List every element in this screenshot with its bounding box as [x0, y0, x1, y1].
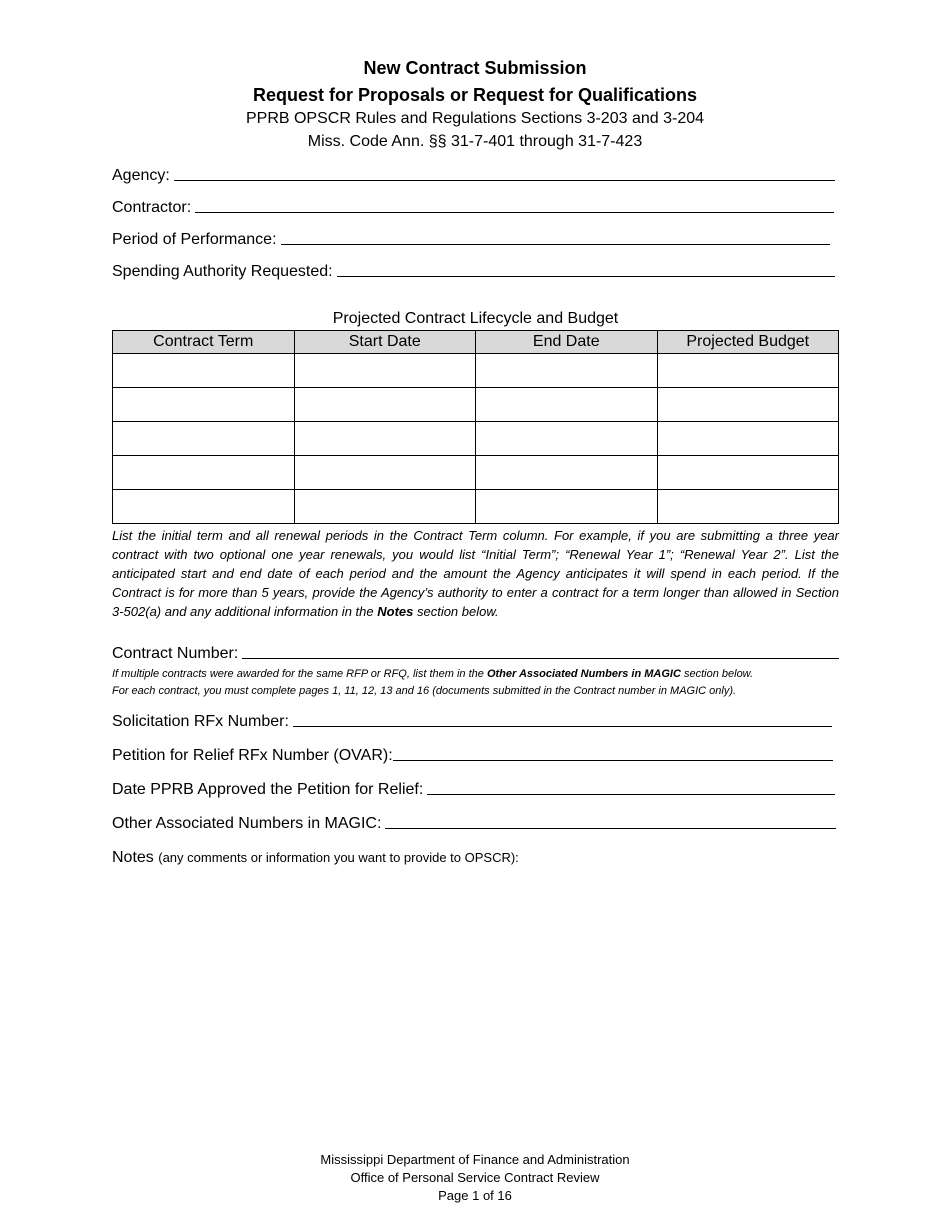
- cell-start-date[interactable]: [294, 422, 476, 456]
- table-row: [113, 456, 839, 490]
- agency-field[interactable]: [112, 167, 835, 185]
- cell-projected-budget[interactable]: [657, 422, 839, 456]
- period-of-performance-label: Period of Performance:: [112, 231, 277, 248]
- cell-projected-budget[interactable]: [657, 456, 839, 490]
- table-row: [113, 354, 839, 388]
- petition-rfx-field[interactable]: [112, 747, 833, 765]
- spending-authority-label: Spending Authority Requested:: [112, 263, 333, 280]
- contract-number-note-line2: For each contract, you must complete pages 1, 11, 12, 13 and 16 (documents submitted in the Contract number in MAGIC only).: [112, 685, 737, 697]
- petition-rfx-input-line[interactable]: [393, 759, 833, 761]
- cell-contract-term[interactable]: [113, 354, 295, 388]
- cell-end-date[interactable]: [476, 456, 658, 490]
- table-row: [113, 490, 839, 524]
- cell-contract-term[interactable]: [113, 388, 295, 422]
- cell-end-date[interactable]: [476, 490, 658, 524]
- form-subtitle: Request for Proposals or Request for Qualifications: [252, 85, 698, 105]
- contract-number-note: [112, 666, 839, 683]
- footer-office: Office of Personal Service Contract Review: [350, 1170, 600, 1185]
- cell-start-date[interactable]: [294, 490, 476, 524]
- contract-number-field[interactable]: [112, 645, 839, 663]
- contract-number-note-text: If multiple contracts were awarded for the same RFP or RFQ, list them in the: [112, 668, 487, 680]
- contract-number-input-line[interactable]: [242, 657, 839, 659]
- form-title: New Contract Submission: [363, 58, 587, 78]
- pprb-approval-date-input-line[interactable]: [427, 793, 835, 795]
- page-number: Page 1 of 16: [438, 1188, 512, 1203]
- cell-projected-budget[interactable]: [657, 490, 839, 524]
- cell-end-date[interactable]: [476, 354, 658, 388]
- spending-authority-field[interactable]: [112, 263, 835, 281]
- pprb-approval-date-field[interactable]: [112, 781, 835, 799]
- other-numbers-field[interactable]: [112, 815, 836, 833]
- contractor-label: Contractor:: [112, 199, 192, 216]
- cell-contract-term[interactable]: [113, 422, 295, 456]
- other-numbers-label: Other Associated Numbers in MAGIC:: [112, 815, 382, 832]
- notes-label: Notes: [112, 849, 154, 866]
- cell-projected-budget[interactable]: [657, 388, 839, 422]
- rules-reference: PPRB OPSCR Rules and Regulations Sections 3-203 and 3-204: [245, 110, 705, 127]
- table-row: [113, 422, 839, 456]
- table-header-row: [113, 331, 839, 354]
- page-footer: [0, 1151, 950, 1205]
- instructions-text: List the initial term and all renewal periods in the Contract Term column. For example, if you are submitting a three year contract with two optional one year renewals, you would list “Initial Term”; “Renewal Year 1”; “Renewal Year 2”. List the anticipated start and end date of each period and the amount the Agency anticipates it will spend in each period. If the Contract is for more than 5 years, provide the Agency’s authority to enter a contract for a term longer than allowed in Section 3-502(a) and any additional information in the: [112, 528, 839, 619]
- notes-section[interactable]: [112, 849, 519, 867]
- solicitation-rfx-field[interactable]: [112, 713, 832, 731]
- cell-contract-term[interactable]: [113, 490, 295, 524]
- footer-department: Mississippi Department of Finance and Administration: [320, 1152, 630, 1167]
- col-header-contract-term: Contract Term: [113, 331, 295, 354]
- table-caption: Projected Contract Lifecycle and Budget: [332, 310, 619, 327]
- contract-number-label: Contract Number:: [112, 645, 239, 662]
- cell-start-date[interactable]: [294, 354, 476, 388]
- contractor-input-line[interactable]: [195, 211, 834, 213]
- solicitation-rfx-input-line[interactable]: [293, 725, 832, 727]
- cell-start-date[interactable]: [294, 456, 476, 490]
- code-reference: Miss. Code Ann. §§ 31-7-401 through 31-7-423: [307, 133, 643, 150]
- contractor-field[interactable]: [112, 199, 834, 217]
- solicitation-rfx-label: Solicitation RFx Number:: [112, 713, 289, 730]
- agency-input-line[interactable]: [174, 179, 835, 181]
- spending-authority-input-line[interactable]: [337, 275, 835, 277]
- period-of-performance-input-line[interactable]: [281, 243, 830, 245]
- instructions-text-end: section below.: [413, 604, 499, 619]
- instructions-notes-emphasis: Notes: [377, 604, 414, 619]
- agency-label: Agency:: [112, 167, 170, 184]
- period-of-performance-field[interactable]: [112, 231, 830, 249]
- cell-end-date[interactable]: [476, 422, 658, 456]
- table-instructions: [112, 526, 839, 621]
- cell-end-date[interactable]: [476, 388, 658, 422]
- col-header-projected-budget: Projected Budget: [657, 331, 839, 354]
- table-row: [113, 388, 839, 422]
- other-numbers-input-line[interactable]: [385, 827, 836, 829]
- col-header-end-date: End Date: [476, 331, 658, 354]
- petition-rfx-label: Petition for Relief RFx Number (OVAR):: [112, 747, 393, 764]
- col-header-start-date: Start Date: [294, 331, 476, 354]
- cell-start-date[interactable]: [294, 388, 476, 422]
- contract-number-note-text-end: section below.: [680, 668, 754, 680]
- contract-number-note-emphasis: Other Associated Numbers in MAGIC: [486, 668, 681, 680]
- cell-contract-term[interactable]: [113, 456, 295, 490]
- cell-projected-budget[interactable]: [657, 354, 839, 388]
- pprb-approval-date-label: Date PPRB Approved the Petition for Relief:: [112, 781, 424, 798]
- budget-table: [112, 330, 839, 524]
- notes-hint: (any comments or information you want to provide to OPSCR):: [158, 850, 519, 865]
